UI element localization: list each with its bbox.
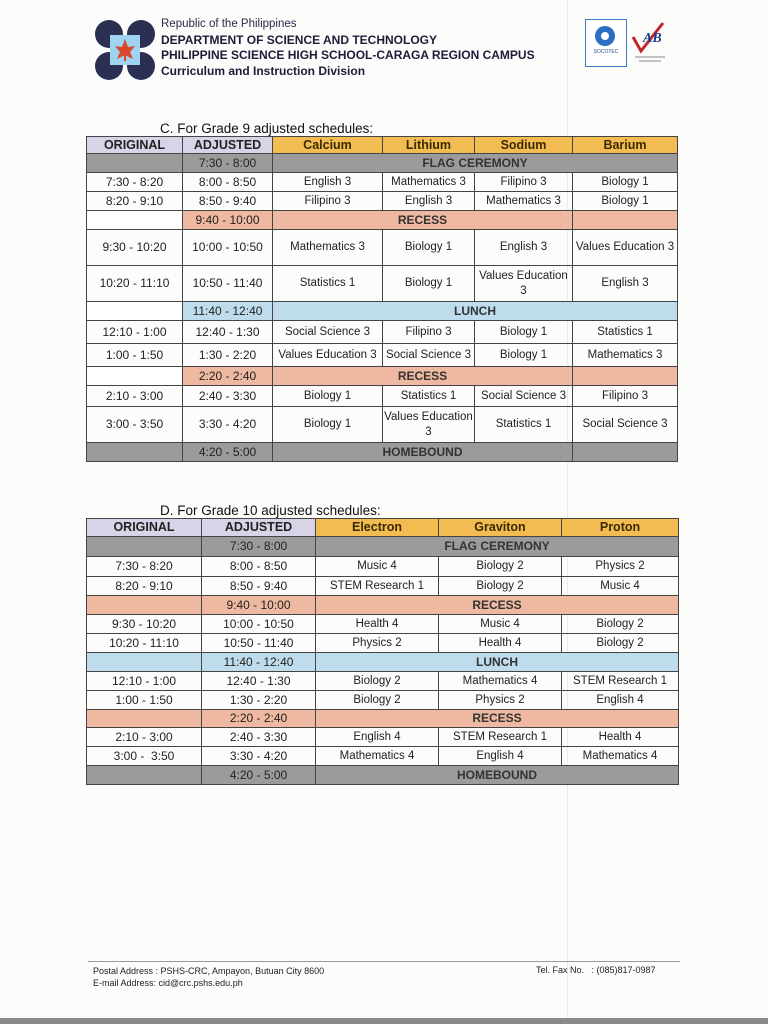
telfax-number: Tel. Fax No. : (085)817-0987: [536, 965, 656, 975]
table-row: [87, 615, 679, 634]
table-header-row: [87, 519, 679, 537]
subject-cell: Biology 1: [573, 173, 678, 192]
recess-label: RECESS: [316, 596, 679, 615]
original-time: 2:10 - 3:00: [87, 386, 183, 407]
subject-cell: Statistics 1: [475, 407, 573, 443]
subject-cell: Social Science 3: [475, 386, 573, 407]
subject-cell: Biology 2: [316, 691, 439, 710]
table-cell: [87, 537, 202, 557]
adjusted-time: 9:40 - 10:00: [183, 211, 273, 230]
table-row: [87, 557, 679, 577]
adjusted-time: 2:40 - 3:30: [183, 386, 273, 407]
subject-cell: Physics 2: [439, 691, 562, 710]
table-cell: [87, 653, 202, 672]
subject-cell: English 4: [439, 747, 562, 766]
table-row: [87, 321, 678, 344]
column-header-proton: Proton: [562, 519, 679, 537]
original-time: 12:10 - 1:00: [87, 672, 202, 691]
lunch-row: [87, 653, 679, 672]
adjusted-time: 12:40 - 1:30: [202, 672, 316, 691]
table-cell: [87, 710, 202, 728]
subject-cell: Biology 2: [562, 615, 679, 634]
table-cell: [87, 154, 183, 173]
subject-cell: Values Education 3: [573, 230, 678, 266]
adjusted-time: 8:00 - 8:50: [183, 173, 273, 192]
table-cell: [573, 367, 678, 386]
department-line: DEPARTMENT OF SCIENCE AND TECHNOLOGY: [161, 32, 438, 47]
table-cell: [87, 596, 202, 615]
subject-cell: English 3: [475, 230, 573, 266]
subject-cell: Filipino 3: [475, 173, 573, 192]
original-time: 1:00 - 1:50: [87, 691, 202, 710]
adjusted-time: 8:50 - 9:40: [183, 192, 273, 211]
lunch-label: LUNCH: [316, 653, 679, 672]
subject-cell: STEM Research 1: [316, 577, 439, 596]
subject-cell: Biology 1: [383, 266, 475, 302]
table-row: [87, 230, 678, 266]
subject-cell: Filipino 3: [273, 192, 383, 211]
homebound-row: [87, 443, 678, 462]
subject-cell: Statistics 1: [573, 321, 678, 344]
subject-cell: Physics 2: [562, 557, 679, 577]
school-line: PHILIPPINE SCIENCE HIGH SCHOOL-CARAGA REGION CAMPUS: [161, 48, 535, 62]
table-row: [87, 344, 678, 367]
adjusted-time: 7:30 - 8:00: [183, 154, 273, 173]
adjusted-time: 12:40 - 1:30: [183, 321, 273, 344]
recess-label: RECESS: [273, 367, 573, 386]
table-cell: [87, 367, 183, 386]
subject-cell: Biology 2: [316, 672, 439, 691]
table-cell: [87, 302, 183, 321]
adjusted-time: 10:50 - 11:40: [183, 266, 273, 302]
original-time: 7:30 - 8:20: [87, 173, 183, 192]
adjusted-time: 10:00 - 10:50: [183, 230, 273, 266]
subject-cell: Mathematics 4: [316, 747, 439, 766]
grade9-heading: C. For Grade 9 adjusted schedules:: [160, 121, 374, 136]
republic-line: Republic of the Philippines: [161, 18, 297, 30]
original-time: 12:10 - 1:00: [87, 321, 183, 344]
subject-cell: Filipino 3: [573, 386, 678, 407]
adjusted-time: 11:40 - 12:40: [202, 653, 316, 672]
subject-cell: Biology 2: [439, 557, 562, 577]
subject-cell: Filipino 3: [383, 321, 475, 344]
table-cell: [573, 443, 678, 462]
socotec-certification-badge: [585, 19, 627, 67]
subject-cell: Biology 1: [475, 344, 573, 367]
subject-cell: Social Science 3: [573, 407, 678, 443]
subject-cell: Values Education 3: [383, 407, 475, 443]
column-header-adjusted: ADJUSTED: [202, 519, 316, 537]
subject-cell: Mathematics 3: [475, 192, 573, 211]
column-header-sodium: Sodium: [475, 137, 573, 154]
column-header-electron: Electron: [316, 519, 439, 537]
grade9-schedule-table: [86, 136, 678, 462]
table-cell: [87, 766, 202, 785]
subject-cell: Statistics 1: [383, 386, 475, 407]
lunch-label: LUNCH: [273, 302, 678, 321]
adjusted-time: 2:20 - 2:40: [202, 710, 316, 728]
subject-cell: Statistics 1: [273, 266, 383, 302]
division-line: Curriculum and Instruction Division: [161, 63, 366, 78]
subject-cell: Mathematics 3: [383, 173, 475, 192]
table-row: [87, 728, 679, 747]
table-row: [87, 577, 679, 596]
table-row: [87, 691, 679, 710]
table-row: [87, 747, 679, 766]
adjusted-time: 2:20 - 2:40: [183, 367, 273, 386]
homebound-label: HOMEBOUND: [316, 766, 679, 785]
subject-cell: Health 4: [439, 634, 562, 653]
pab-label: AB: [643, 31, 662, 46]
original-time: 1:00 - 1:50: [87, 344, 183, 367]
original-time: 2:10 - 3:00: [87, 728, 202, 747]
subject-cell: English 4: [316, 728, 439, 747]
table-row: [87, 386, 678, 407]
subject-cell: Values Education 3: [475, 266, 573, 302]
column-header-calcium: Calcium: [273, 137, 383, 154]
subject-cell: Biology 1: [573, 192, 678, 211]
homebound-row: [87, 766, 679, 785]
adjusted-time: 4:20 - 5:00: [202, 766, 316, 785]
subject-cell: Music 4: [562, 577, 679, 596]
recess-row: [87, 710, 679, 728]
pab-accreditation-badge: [629, 17, 671, 65]
table-row: [87, 672, 679, 691]
subject-cell: Music 4: [439, 615, 562, 634]
adjusted-time: 10:00 - 10:50: [202, 615, 316, 634]
subject-cell: Physics 2: [316, 634, 439, 653]
flag-ceremony-row: [87, 537, 679, 557]
footer-divider: [88, 961, 680, 962]
table-header-row: [87, 137, 678, 154]
grade10-heading: D. For Grade 10 adjusted schedules:: [160, 503, 381, 518]
original-time: 3:00 - 3:50: [87, 407, 183, 443]
subject-cell: Biology 1: [475, 321, 573, 344]
original-time: 9:30 - 10:20: [87, 230, 183, 266]
subject-cell: Biology 1: [273, 407, 383, 443]
column-header-adjusted: ADJUSTED: [183, 137, 273, 154]
postal-address: Postal Address : PSHS-CRC, Ampayon, Butuan City 8600: [93, 966, 325, 976]
agency-header: [161, 17, 535, 79]
subject-cell: English 3: [273, 173, 383, 192]
lunch-row: [87, 302, 678, 321]
pshs-logo: [94, 19, 156, 81]
subject-cell: Health 4: [562, 728, 679, 747]
column-header-original: ORIGINAL: [87, 137, 183, 154]
subject-cell: Values Education 3: [273, 344, 383, 367]
adjusted-time: 7:30 - 8:00: [202, 537, 316, 557]
table-row: [87, 192, 678, 211]
socotec-label: SOCOTEC: [593, 49, 619, 55]
original-time: 7:30 - 8:20: [87, 557, 202, 577]
adjusted-time: 8:50 - 9:40: [202, 577, 316, 596]
adjusted-time: 11:40 - 12:40: [183, 302, 273, 321]
subject-cell: English 3: [383, 192, 475, 211]
subject-cell: Biology 2: [562, 634, 679, 653]
recess-label: RECESS: [273, 211, 573, 230]
subject-cell: Social Science 3: [383, 344, 475, 367]
flag-ceremony-label: FLAG CEREMONY: [273, 154, 678, 173]
adjusted-time: 9:40 - 10:00: [202, 596, 316, 615]
recess-row: [87, 211, 678, 230]
column-header-lithium: Lithium: [383, 137, 475, 154]
recess-row: [87, 367, 678, 386]
socotec-emblem-core: [601, 32, 609, 40]
subject-cell: Social Science 3: [273, 321, 383, 344]
original-time: 10:20 - 11:10: [87, 634, 202, 653]
subject-cell: English 3: [573, 266, 678, 302]
table-row: [87, 634, 679, 653]
homebound-label: HOMEBOUND: [273, 443, 573, 462]
original-time: 9:30 - 10:20: [87, 615, 202, 634]
adjusted-time: 2:40 - 3:30: [202, 728, 316, 747]
email-address: E-mail Address: cid@crc.pshs.edu.ph: [93, 978, 243, 988]
original-time: 3:00 - 3:50: [87, 747, 202, 766]
flag-ceremony-label: FLAG CEREMONY: [316, 537, 679, 557]
subject-cell: Music 4: [316, 557, 439, 577]
subject-cell: English 4: [562, 691, 679, 710]
table-cell: [87, 211, 183, 230]
subject-cell: Mathematics 4: [562, 747, 679, 766]
original-time: 8:20 - 9:10: [87, 192, 183, 211]
table-row: [87, 266, 678, 302]
adjusted-time: 10:50 - 11:40: [202, 634, 316, 653]
recess-row: [87, 596, 679, 615]
subject-cell: Biology 1: [383, 230, 475, 266]
adjusted-time: 3:30 - 4:20: [183, 407, 273, 443]
subject-cell: Mathematics 4: [439, 672, 562, 691]
grade10-schedule-table: [86, 518, 679, 785]
column-header-graviton: Graviton: [439, 519, 562, 537]
column-header-barium: Barium: [573, 137, 678, 154]
footer-address-block: [93, 965, 324, 989]
adjusted-time: 1:30 - 2:20: [202, 691, 316, 710]
flag-ceremony-row: [87, 154, 678, 173]
original-time: 8:20 - 9:10: [87, 577, 202, 596]
subject-cell: Mathematics 3: [573, 344, 678, 367]
subject-cell: Mathematics 3: [273, 230, 383, 266]
original-time: 10:20 - 11:10: [87, 266, 183, 302]
subject-cell: STEM Research 1: [562, 672, 679, 691]
adjusted-time: 1:30 - 2:20: [183, 344, 273, 367]
adjusted-time: 8:00 - 8:50: [202, 557, 316, 577]
table-cell: [87, 443, 183, 462]
adjusted-time: 4:20 - 5:00: [183, 443, 273, 462]
subject-cell: Biology 2: [439, 577, 562, 596]
table-cell: [573, 211, 678, 230]
subject-cell: Health 4: [316, 615, 439, 634]
scan-bottom-edge: [0, 1018, 768, 1024]
subject-cell: STEM Research 1: [439, 728, 562, 747]
subject-cell: Biology 1: [273, 386, 383, 407]
table-row: [87, 407, 678, 443]
recess-label: RECESS: [316, 710, 679, 728]
adjusted-time: 3:30 - 4:20: [202, 747, 316, 766]
column-header-original: ORIGINAL: [87, 519, 202, 537]
table-row: [87, 173, 678, 192]
